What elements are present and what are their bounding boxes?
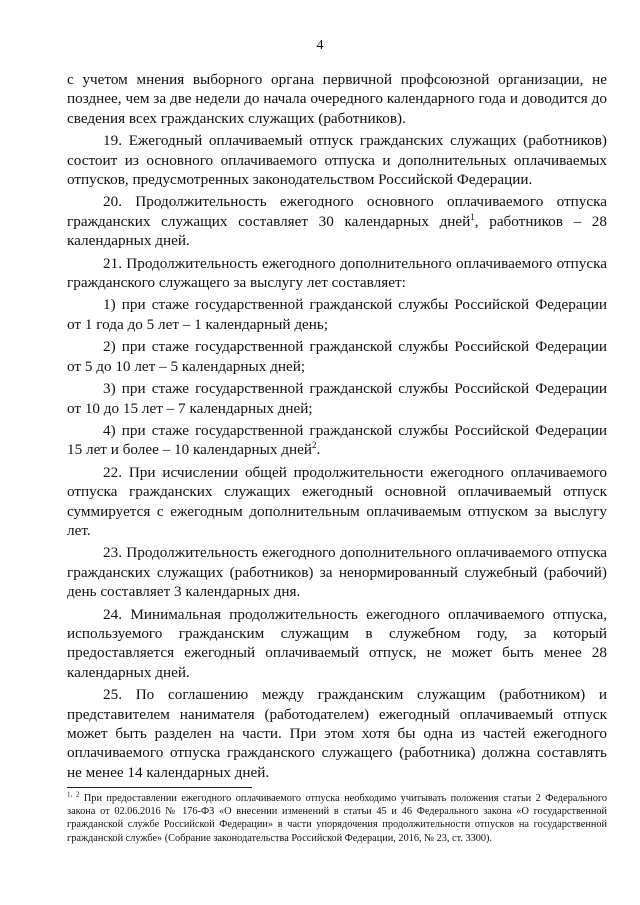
paragraph-20-text: 20. Продолжительность ежегодного основного оплачиваемого отпуска гражданских служащих составляет 30 календарных дней: [67, 193, 607, 230]
page-number: 4: [316, 38, 324, 53]
paragraph-21-item-4-text-end: .: [316, 441, 321, 459]
footnote-ref-1: 1: [470, 211, 475, 222]
paragraph-25: 25. По соглашению между гражданским служащим (работником) и представителем нанимателя (работодателем) ежегодный оплачиваемый отпуск может быть разделен на части. При этом хотя бы одна из частей ежегодного оплачиваемого отпуска гражданского служащего (работника) должна составлять не менее 14 календарных дней.: [67, 686, 607, 781]
paragraph-21-item-4-text: 4) при стаже государственной гражданской службы Российской Федерации 15 лет и более – 10 календарных дней: [67, 421, 607, 459]
paragraph-21: 21. Продолжительность ежегодного дополнительного оплачиваемого отпуска гражданского служащего за выслугу лет составляет:: [67, 254, 607, 292]
paragraph-19: 19. Ежегодный оплачиваемый отпуск гражданских служащих (работников) состоит из основного оплачиваемого отпуска и дополнительных оплачиваемых отпусков, предусмотренных законодательством Российской Федерации.: [67, 132, 607, 189]
paragraph-24: 24. Минимальная продолжительность ежегодного оплачиваемого отпуска, используемого гражданским служащим в служебном году, за который предоставляется ежегодный оплачиваемый отпуск, не может быть менее 28 календарных дней.: [67, 605, 607, 681]
footnote: [67, 792, 607, 845]
footnote-marks: 1, 2: [67, 790, 80, 799]
paragraph-21-item-4: [67, 421, 607, 460]
footnote-ref-2: 2: [312, 440, 317, 451]
paragraph-20-text-end: , работников – 28 календарных дней.: [67, 212, 607, 250]
document-body: [67, 70, 607, 785]
paragraph-23: 23. Продолжительность ежегодного дополнительного оплачиваемого отпуска гражданских служащих (работников) за ненормированный служебный (рабочий) день составляет 3 календарных дня.: [67, 544, 607, 601]
paragraph-continuation: с учетом мнения выборного органа первичной профсоюзной организации, не позднее, чем за две недели до начала очередного календарного года и доводится до сведения всех гражданских служащих (работников).: [67, 71, 607, 127]
paragraph-21-item-3: 3) при стаже государственной гражданской службы Российской Федерации от 10 до 15 лет – 7 календарных дней;: [67, 380, 607, 417]
paragraph-21-item-1: 1) при стаже государственной гражданской службы Российской Федерации от 1 года до 5 лет – 1 календарный день;: [67, 296, 607, 333]
footnote-text: При предоставлении ежегодного оплачиваемого отпуска необходимо учитывать положения статьи 2 Федерального закона от 02.06.2016 № 176-ФЗ «О внесении изменений в статьи 45 и 46 Федерального закона «О государственной гражданской службе Российской Федерации» в части упорядочения продолжительности отпусков на государственной гражданской службе» (Собрание законодательства Российской Федерации, 2016, № 23, ст. 3300).: [67, 793, 608, 844]
footnote-separator: [67, 787, 252, 788]
paragraph-20: [67, 192, 607, 250]
paragraph-21-item-2: 2) при стаже государственной гражданской службы Российской Федерации от 5 до 10 лет – 5 календарных дней;: [67, 338, 607, 375]
paragraph-22: 22. При исчислении общей продолжительности ежегодного оплачиваемого отпуска гражданских служащих ежегодный основной оплачиваемый отпуск суммируется с ежегодным дополнительным оплачиваемым отпуском за выслугу лет.: [67, 463, 607, 539]
